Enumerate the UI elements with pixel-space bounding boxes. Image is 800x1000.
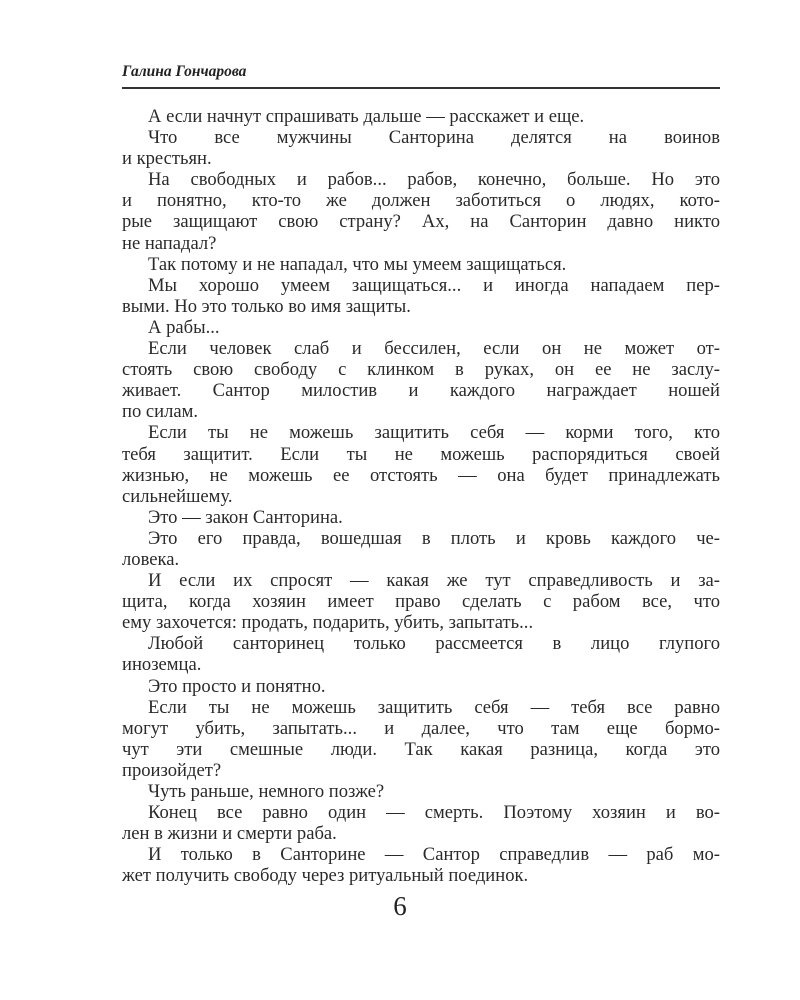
text-line: ему захочется: продать, подарить, убить, запытать...: [122, 612, 534, 634]
text-line: Что все мужчины Санторина делятся на воинов: [148, 127, 720, 149]
text-line: и понятно, кто-то же должен заботиться о людях, кото-: [122, 190, 720, 212]
paragraph: [122, 697, 720, 781]
text-line: по силам.: [122, 401, 199, 423]
text-line: Это — закон Санторина.: [148, 506, 343, 528]
running-head-author: Галина Гончарова: [122, 63, 247, 80]
text-line: И если их спросят — какая же тут справедливость и за-: [148, 570, 720, 592]
text-line: жет получить свободу через ритуальный поединок.: [122, 865, 529, 887]
text-line: тебя защитит. Если ты не можешь распорядиться своей: [122, 443, 720, 465]
text-line: лен в жизни и смерти раба.: [122, 823, 337, 845]
paragraph: [122, 127, 720, 169]
text-line: и крестьян.: [122, 148, 212, 170]
header-rule: [122, 87, 720, 89]
paragraph: [122, 254, 720, 275]
paragraph: [122, 570, 720, 633]
text-line: Мы хорошо умеем защищаться... и иногда нападаем пер-: [148, 274, 720, 296]
text-line: рые защищают свою страну? Ах, на Санторин давно никто: [122, 211, 720, 233]
text-line: Это его правда, вошедшая в плоть и кровь каждого че-: [148, 527, 720, 549]
text-line: жизнью, не можешь ее отстоять — она будет принадлежать: [122, 464, 720, 486]
text-line: Если человек слаб и бессилен, если он не может от-: [148, 338, 720, 360]
page-number: 6: [393, 891, 407, 921]
paragraph: [122, 528, 720, 570]
text-line: произойдет?: [122, 759, 222, 781]
paragraph: [122, 422, 720, 506]
text-line: Любой санторинец только рассмеется в лицо глупого: [148, 633, 720, 655]
paragraph: [122, 781, 720, 802]
text-line: Конец все равно один — смерть. Поэтому хозяин и во-: [148, 802, 720, 824]
text-line: Это просто и понятно.: [148, 675, 326, 697]
text-line: сильнейшему.: [122, 485, 233, 507]
text-line: могут убить, запытать... и далее, что там еще бормо-: [122, 717, 720, 739]
paragraph: [122, 844, 720, 886]
text-line: На свободных и рабов... рабов, конечно, больше. Но это: [148, 169, 720, 191]
text-line: живает. Сантор милостив и каждого награждает ношей: [122, 380, 720, 402]
text-line: не нападал?: [122, 232, 217, 254]
text-line: иноземца.: [122, 654, 202, 676]
text-line: выми. Но это только во имя защиты.: [122, 295, 411, 317]
text-line: Так потому и не нападал, что мы умеем защищаться.: [148, 253, 567, 275]
text-line: щита, когда хозяин имеет право сделать с рабом все, что: [122, 591, 720, 613]
text-line: А рабы...: [148, 316, 220, 338]
text-line: Если ты не можешь защитить себя — корми того, кто: [148, 422, 720, 444]
paragraph: [122, 676, 720, 697]
paragraph: [122, 169, 720, 253]
text-line: Чуть раньше, немного позже?: [148, 781, 385, 802]
text-line: ловека.: [122, 548, 180, 570]
text-line: Если ты не можешь защитить себя — тебя все равно: [148, 696, 720, 718]
body-text: [122, 106, 720, 886]
paragraph: [122, 802, 720, 844]
paragraph: [122, 338, 720, 422]
text-line: стоять свою свободу с клинком в руках, он ее не заслу-: [122, 359, 720, 381]
text-line: чут эти смешные люди. Так какая разница, когда это: [122, 738, 720, 760]
text-line: И только в Санторине — Сантор справедлив — раб мо-: [148, 844, 720, 866]
paragraph: [122, 507, 720, 528]
paragraph: [122, 275, 720, 317]
paragraph: [122, 106, 720, 127]
text-line: А если начнут спрашивать дальше — расскажет и еще.: [148, 106, 585, 127]
paragraph: [122, 317, 720, 338]
paragraph: [122, 633, 720, 675]
